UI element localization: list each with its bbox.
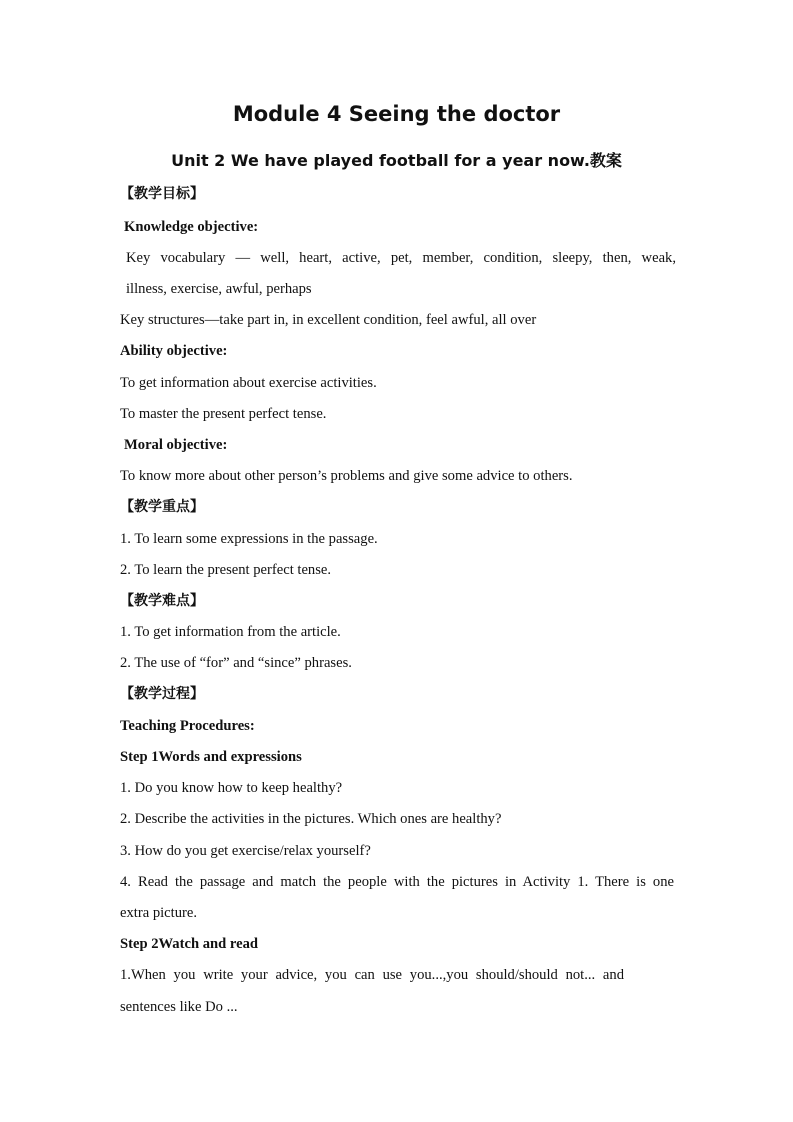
step1-question-1: 1. Do you know how to keep healthy? (120, 780, 343, 796)
step1-question-2: 2. Describe the activities in the pictures. Which ones are healthy? (120, 811, 502, 827)
vocabulary-line-2: illness, exercise, awful, perhaps (126, 281, 312, 297)
step1-question-4-line-2: extra picture. (120, 905, 197, 921)
moral-item-1: To know more about other person’s problems and give some advice to others. (120, 468, 573, 484)
teaching-procedures-label: Teaching Procedures: (120, 718, 255, 734)
step1-question-4-line-1: 4. Read the passage and match the people with the pictures in Activity 1. There is one (120, 874, 674, 890)
difficulties-heading: 【教学难点】 (120, 593, 204, 609)
key-structures: Key structures—take part in, in excellent condition, feel awful, all over (120, 312, 537, 328)
step2-item-1-line-2: sentences like Do ... (120, 999, 238, 1015)
difficulty-1: 1. To get information from the article. (120, 624, 341, 640)
vocabulary-line-1: Key vocabulary — well, heart, active, pet, member, condition, sleepy, then, weak, (126, 250, 676, 266)
ability-objective-label: Ability objective: (120, 343, 228, 359)
step2-label: Step 2Watch and read (120, 936, 258, 952)
step1-question-3: 3. How do you get exercise/relax yourself? (120, 843, 371, 859)
process-heading: 【教学过程】 (120, 686, 204, 702)
key-point-2: 2. To learn the present perfect tense. (120, 562, 332, 578)
ability-item-1: To get information about exercise activities. (120, 375, 377, 391)
step2-item-1-line-1: 1.When you write your advice, you can use you...,you should/should not... and (120, 967, 624, 983)
module-title: Module 4 Seeing the doctor (232, 102, 561, 126)
difficulty-2: 2. The use of “for” and “since” phrases. (120, 655, 352, 671)
key-point-1: 1. To learn some expressions in the passage. (120, 531, 378, 547)
unit-title: Unit 2 We have played football for a year now.教案 (171, 151, 622, 170)
ability-item-2: To master the present perfect tense. (120, 406, 327, 422)
objectives-heading: 【教学目标】 (120, 186, 204, 202)
knowledge-objective-label: Knowledge objective: (124, 219, 259, 235)
step1-label: Step 1Words and expressions (120, 749, 302, 765)
key-points-heading: 【教学重点】 (120, 499, 204, 515)
moral-objective-label: Moral objective: (124, 437, 228, 453)
